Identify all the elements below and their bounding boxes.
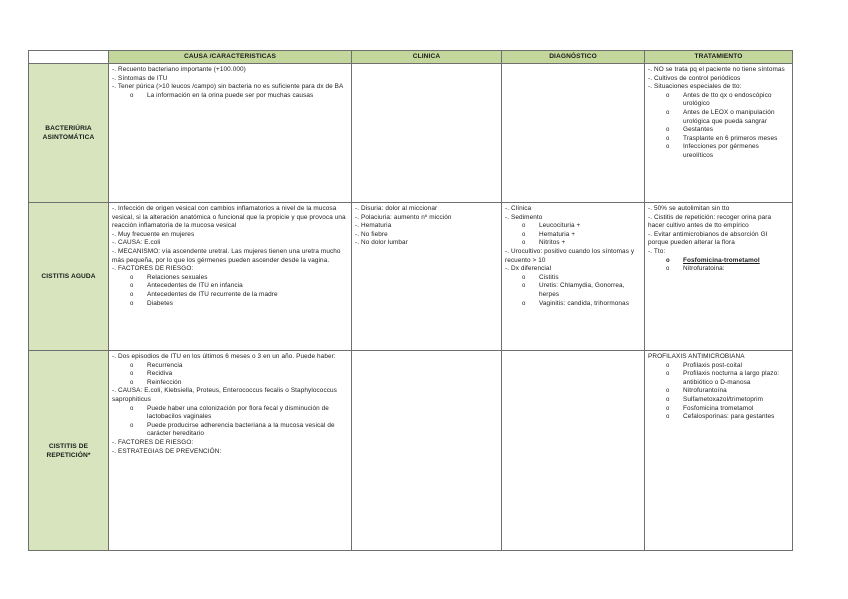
text-line: -. No dolor lumbar [355, 239, 408, 247]
text-line: -. No fiebre [355, 230, 388, 238]
cell-diagnostico [502, 351, 645, 551]
text-line: -. Muy frecuente en mujeres [112, 230, 195, 238]
bullet-item: o Recurrencia [112, 362, 348, 371]
header-causa: CAUSA /CARACTERISTICAS [109, 51, 352, 64]
bullet-item: o Vaginitis: candida, trihormonas [505, 300, 641, 309]
bullet-item: o Infecciones por gérmenes ureolíticos [648, 143, 789, 160]
summary-table [28, 50, 793, 551]
text-line: -. Cultivos de control periódicos [648, 74, 741, 82]
text-line: -. Situaciones especiales de tto: [648, 83, 742, 91]
header-tratamiento: TRATAMIENTO [645, 51, 793, 64]
text-line: -. CAUSA: E.coli [112, 239, 161, 247]
cell-diagnostico [502, 203, 645, 351]
bullet-item: o Nitrofuratoina: [648, 265, 789, 274]
text-line: -. Infección de origen vesical con cambios inflamatorios a nivel de la mucosa vesical, si la alteración anatómica o funcional que la propicie y que provoca una reacción inflamatoria de la mucosa vesical [112, 205, 346, 230]
text-line: -. Cistitis de repetición: recoger orina para hacer cultivo antes de tto empírico [648, 213, 772, 230]
text-line: -. Dx diferencial [505, 265, 552, 273]
bullet-item: o Fosfomicina trometamol [648, 405, 789, 414]
text-line: -. 50% se autolimitan sin tto [648, 205, 730, 212]
text-line: -. Tto: [648, 247, 666, 255]
corner-cell [29, 51, 109, 64]
bullet-item: o Cistitis [505, 274, 641, 283]
bullet-item: o Nitritos + [505, 239, 641, 248]
bullet-item: o Diabetes [112, 300, 348, 309]
bullet-item: o Relaciones sexuales [112, 274, 348, 283]
text-line: -. Recuento bacteriano importante (+100.000) [112, 66, 246, 73]
bullet-item: o Antes de LEOX o manipulación urológica que pueda sangrar [648, 109, 789, 126]
bullet-item: o Profilaxis post-coital [648, 362, 789, 371]
text-line: PROFILAXIS ANTIMICROBIANA [648, 353, 745, 360]
bullet-item: o Trasplante en 6 primeros meses [648, 135, 789, 144]
text-line: -. Hematuria [355, 222, 392, 230]
cell-diagnostico [502, 64, 645, 203]
bullet-item: o Reinfección [112, 379, 348, 388]
cell-causa [109, 64, 352, 203]
text-line: -. FACTORES DE RIESGO: [112, 438, 194, 446]
header-diagnostico: DIAGNÓSTICO [502, 51, 645, 64]
cell-clinica [352, 64, 502, 203]
bullet-item: o Fosfomicina-trometamol [648, 257, 789, 266]
bullet-item: o La información en la orina puede ser por muchas causas [112, 92, 348, 101]
header-clinica: CLINICA [352, 51, 502, 64]
bullet-item: o Puede producirse adherencia bacteriana a la mucosa vesical de carácter hereditario [112, 422, 348, 439]
text-line: -. FACTORES DE RIESGO: [112, 265, 194, 273]
text-line: -. Clínica [505, 205, 532, 212]
text-line: -. MECANISMO: vía ascendente uretral. Las mujeres tienen una uretra mucho más pequeña, por lo que los gérmenes pueden ascender desde la vagina. [112, 247, 341, 264]
bullet-item: o Cefalosporinas: para gestantes [648, 413, 789, 422]
row-cistitis-repeticion [29, 351, 793, 551]
bullet-item: o Gestantes [648, 126, 789, 135]
row-bacteriuria [29, 64, 793, 203]
bullet-item: o Puede haber una colonización por flora fecal y disminución de lactobacilos vaginales [112, 405, 348, 422]
cell-clinica [352, 203, 502, 351]
text-line: -. Dos episodios de ITU en los últimos 6 meses o 3 en un año. Puede haber: [112, 353, 336, 360]
text-line: -. Evitar antimicrobianos de absorción GI porque pueden alterar la flora [648, 230, 768, 247]
bullet-item: o Antes de tto qx o endoscópico urológico [648, 92, 789, 109]
bullet-item: o Leucocituria + [505, 222, 641, 231]
bullet-item: o Antecedentes de ITU en infancia [112, 282, 348, 291]
cell-tratamiento [645, 64, 793, 203]
row-title: CISTITIS AGUDA [29, 203, 109, 351]
text-line: -. Polaciuria: aumento nº micción [355, 213, 452, 221]
cell-tratamiento [645, 351, 793, 551]
cell-causa [109, 203, 352, 351]
text-line: -. ESTRATEGIAS DE PREVENCIÓN: [112, 447, 222, 455]
row-title: BACTERIÚRIA ASINTOMÁTICA [29, 64, 109, 203]
text-line: -. Síntomas de ITU [112, 74, 168, 82]
bullet-item: o Nitrofurantoína [648, 387, 789, 396]
text-line: -. NO se trata pq el paciente no tiene síntomas [648, 66, 785, 73]
text-line: -. Urocultivo: positivo cuando los síntomas y recuento > 10 [505, 247, 635, 264]
header-row [29, 51, 793, 64]
cell-clinica [352, 351, 502, 551]
cell-tratamiento [645, 203, 793, 351]
bullet-item: o Recidiva [112, 370, 348, 379]
text-line: -. Tener púrica (>10 leucos /campo) sin bacteria no es suficiente para dx de BA [112, 83, 344, 91]
row-cistitis-aguda [29, 203, 793, 351]
bullet-item: o Profilaxis nocturna a largo plazo: antibiótico o D-manosa [648, 370, 789, 387]
bullet-item: o Antecedentes de ITU recurrente de la madre [112, 291, 348, 300]
text-line: -. Sedimento [505, 213, 543, 221]
bullet-item: o Uretis: Chlamydia, Gonorrea, herpes [505, 282, 641, 299]
bullet-item: o Sulfametoxazol/trimetoprim [648, 396, 789, 405]
text-line: -. Disuria: dolor al miccionar [355, 205, 438, 212]
bullet-item: o Hematuria + [505, 231, 641, 240]
cell-causa [109, 351, 352, 551]
row-title: CISTITIS DE REPETICIÓN* [29, 351, 109, 551]
text-line: -. CAUSA: E.coli, Klebsiella, Proteus, Enterococcus fecalis o Staphylococcus saprophiticus [112, 387, 337, 403]
